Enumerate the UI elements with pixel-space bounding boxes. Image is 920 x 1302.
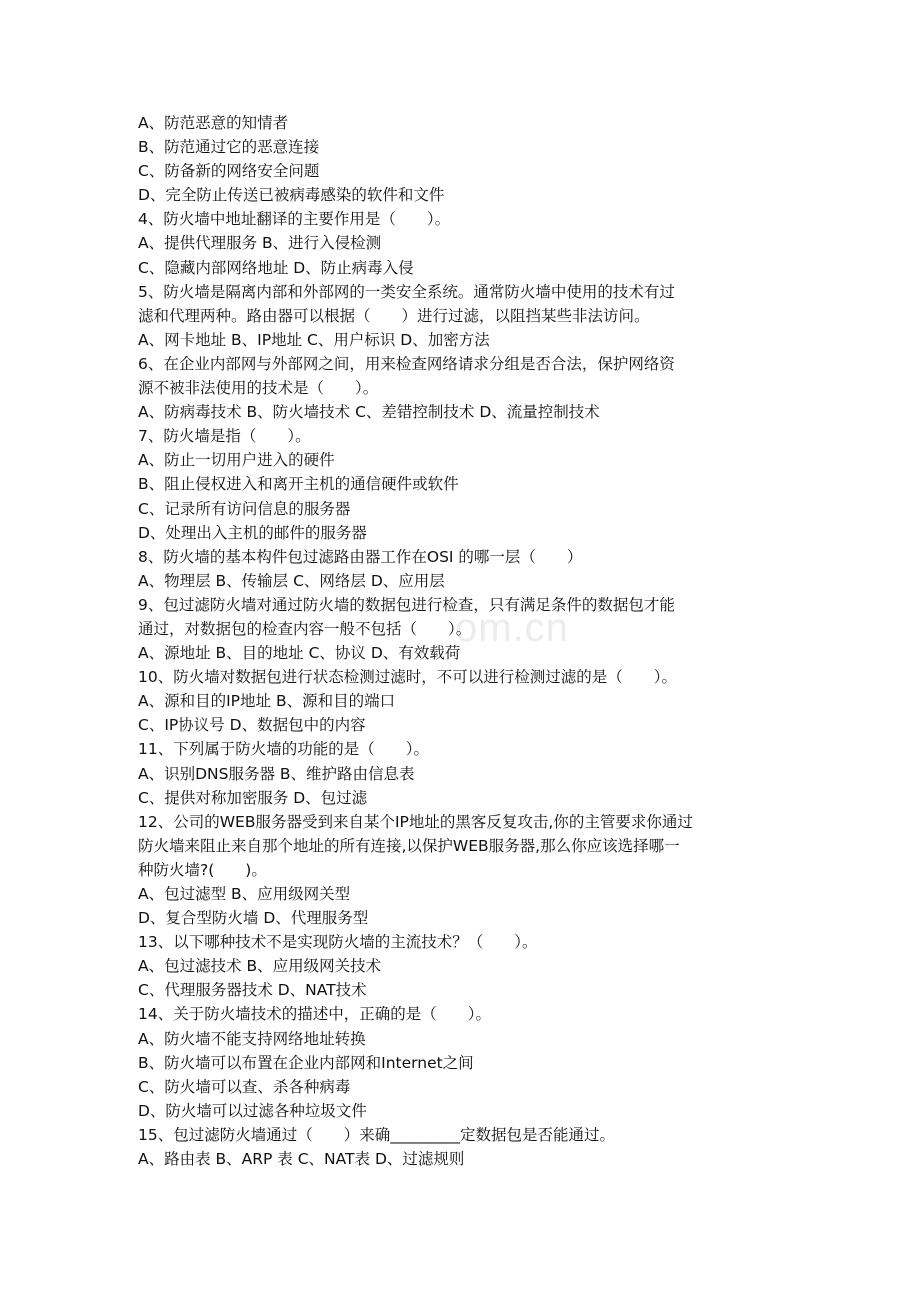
option-line: A、提供代理服务 B、进行入侵检测 <box>138 234 382 253</box>
option-line: A、防病毒技术 B、防火墙技术 C、差错控制技术 D、流量控制技术 <box>138 403 600 422</box>
question-line: 源不被非法使用的技术是（ ）。 <box>138 379 379 398</box>
question-line: 11、下列属于防火墙的功能的是（ ）。 <box>138 740 429 759</box>
option-line: C、代理服务器技术 D、NAT技术 <box>138 981 367 1000</box>
question-line: 8、防火墙的基本构件包过滤路由器工作在OSI 的哪一层（ ） <box>138 547 583 566</box>
question-line: 10、防火墙对数据包进行状态检测过滤时，不可以进行检测过滤的是（ ）。 <box>138 668 677 687</box>
option-line: A、防范恶意的知情者 <box>138 114 289 132</box>
option-line: D、复合型防火墙 D、代理服务型 <box>138 909 369 928</box>
option-line: A、源地址 B、目的地址 C、协议 D、有效载荷 <box>138 644 461 663</box>
question-line: 滤和代理两种。路由器可以根据（ ）进行过滤，以阻挡某些非法访问。 <box>138 306 650 325</box>
document-body <box>138 111 798 1171</box>
option-line: C、防备新的网络安全问题 <box>138 162 320 181</box>
option-line: B、阻止侵权进入和离开主机的通信硬件或软件 <box>138 475 459 494</box>
option-line: D、处理出入主机的邮件的服务器 <box>138 523 367 542</box>
option-line: A、识别DNS服务器 B、维护路由信息表 <box>138 764 415 783</box>
option-line: C、记录所有访问信息的服务器 <box>138 499 351 518</box>
option-line: A、防止一切用户进入的硬件 <box>138 451 335 470</box>
option-line: C、防火墙可以查、杀各种病毒 <box>138 1077 351 1096</box>
option-line: C、提供对称加密服务 D、包过滤 <box>138 788 368 807</box>
question-line: 12、公司的WEB服务器受到来自某个IP地址的黑客反复攻击,你的主管要求你通过 <box>138 812 693 831</box>
question-line: 种防火墙?( )。 <box>138 860 267 879</box>
option-line: A、网卡地址 B、IP地址 C、用户标识 D、加密方法 <box>138 330 490 349</box>
question-line: 9、包过滤防火墙对通过防火墙的数据包进行检查，只有满足条件的数据包才能 <box>138 595 675 614</box>
option-line: A、源和目的IP地址 B、源和目的端口 <box>138 692 396 711</box>
question-line: 通过，对数据包的检查内容一般不包括（ ）。 <box>138 619 472 638</box>
watermark: om.cn <box>455 606 569 650</box>
option-line: B、防范通过它的恶意连接 <box>138 138 320 157</box>
question-line: 7、防火墙是指（ ）。 <box>138 427 311 446</box>
option-line: A、包过滤技术 B、应用级网关技术 <box>138 957 382 976</box>
option-line: A、防火墙不能支持网络地址转换 <box>138 1029 366 1048</box>
option-line: D、完全防止传送已被病毒感染的软件和文件 <box>138 186 445 205</box>
option-line: A、物理层 B、传输层 C、网络层 D、应用层 <box>138 571 445 590</box>
question-line: 4、防火墙中地址翻译的主要作用是（ ）。 <box>138 210 451 229</box>
option-line: C、IP协议号 D、数据包中的内容 <box>138 716 366 735</box>
question-line: 15、包过滤防火墙通过（ ）来确_________定数据包是否能通过。 <box>138 1125 615 1144</box>
option-line: A、包过滤型 B、应用级网关型 <box>138 885 351 903</box>
question-line: 防火墙来阻止来自那个地址的所有连接,以保护WEB服务器,那么你应该选择哪一 <box>138 836 680 855</box>
question-line: 13、以下哪种技术不是实现防火墙的主流技术？（ ）。 <box>138 933 538 952</box>
question-line: 14、关于防火墙技术的描述中，正确的是（ ）。 <box>138 1005 491 1024</box>
option-line: A、路由表 B、ARP 表 C、NAT表 D、过滤规则 <box>138 1150 465 1169</box>
question-line: 5、防火墙是隔离内部和外部网的一类安全系统。通常防火墙中使用的技术有过 <box>138 282 675 301</box>
option-line: D、防火墙可以过滤各种垃圾文件 <box>138 1101 367 1120</box>
option-line: B、防火墙可以布置在企业内部网和Internet之间 <box>138 1053 474 1072</box>
question-line: 6、在企业内部网与外部网之间，用来检查网络请求分组是否合法，保护网络资 <box>138 354 675 373</box>
option-line: C、隐藏内部网络地址 D、防止病毒入侵 <box>138 258 414 277</box>
